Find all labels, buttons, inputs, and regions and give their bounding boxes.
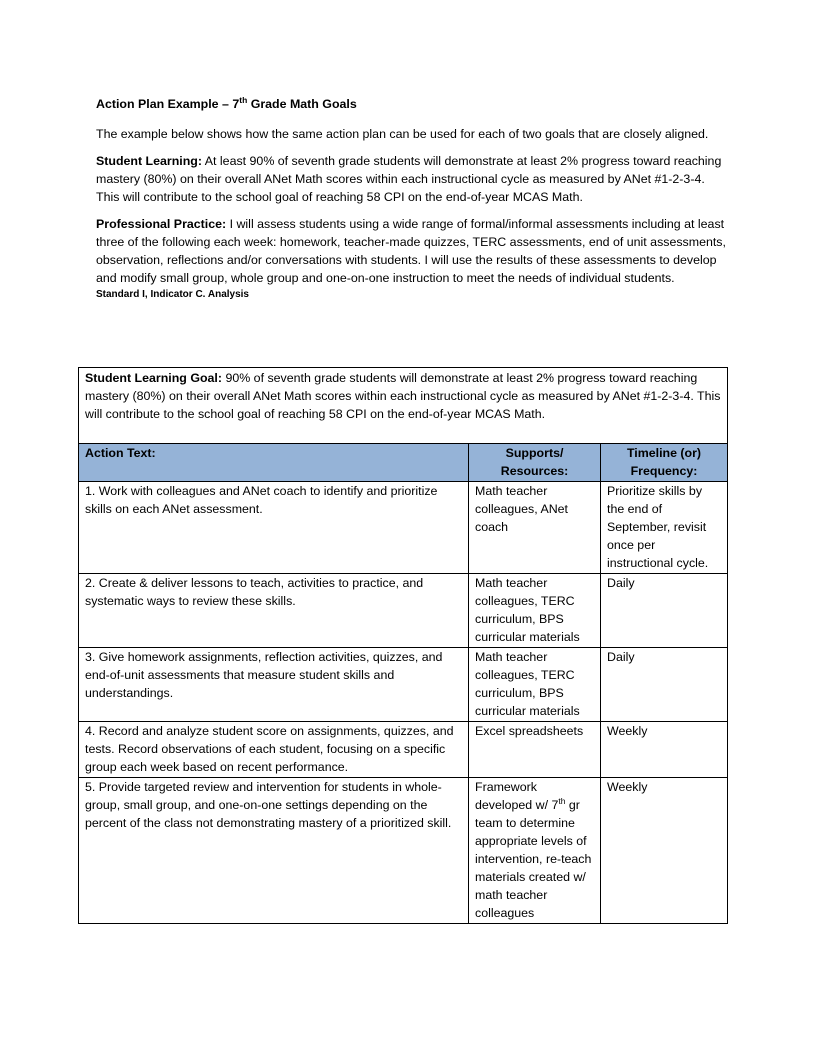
document-body xyxy=(96,93,726,301)
supports-suffix: gr team to determine appropriate levels of intervention, re-teach materials created w/ math teacher colleagues xyxy=(475,798,592,920)
goal-cell xyxy=(79,368,728,444)
table-row xyxy=(79,574,728,648)
header-timeline: Timeline (or) Frequency: xyxy=(601,444,728,482)
goal-text: 90% of seventh grade students will demonstrate at least 2% progress toward reaching mastery (80%) on their overall ANet Math scores within each instructional cycle as measured by ANet #1-2-3-4. This will contribute to the school goal of reaching 58 CPI on the end-of-year MCAS Math. xyxy=(85,371,721,421)
title-superscript: th xyxy=(239,94,248,105)
table-row xyxy=(79,482,728,574)
goal-row xyxy=(79,368,728,444)
student-learning-paragraph xyxy=(96,152,726,206)
professional-practice-label: Professional Practice: xyxy=(96,217,227,231)
professional-practice-text: I will assess students using a wide range of formal/informal assessments including at least three of the following each week: homework, teacher-made quizzes, TERC assessments, end of unit assessments, observation, reflections and/or conversations with students. I will use the results of these assessments to develop and modify small group, whole group and one-on-one instruction to meet the needs of individual students. xyxy=(96,217,726,285)
timeline-cell: Weekly xyxy=(601,722,728,778)
supports-superscript: th xyxy=(558,795,566,806)
action-plan-table xyxy=(78,367,728,924)
table-row xyxy=(79,648,728,722)
supports-prefix: Framework developed w/ 7 xyxy=(475,780,559,812)
student-learning-label: Student Learning: xyxy=(96,154,203,168)
action-cell: 2. Create & deliver lessons to teach, activities to practice, and systematic ways to review these skills. xyxy=(79,574,469,648)
action-cell: 5. Provide targeted review and intervention for students in whole-group, small group, and one-on-one settings depending on the percent of the class not demonstrating mastery of a prioritized skill. xyxy=(79,778,469,924)
intro-paragraph: The example below shows how the same action plan can be used for each of two goals that are closely aligned. xyxy=(96,127,709,141)
goal-label: Student Learning Goal: xyxy=(85,371,222,385)
table-header-row xyxy=(79,444,728,482)
supports-cell: Math teacher colleagues, ANet coach xyxy=(469,482,601,574)
supports-cell: Math teacher colleagues, TERC curriculum, BPS curricular materials xyxy=(469,648,601,722)
title-suffix: Grade Math Goals xyxy=(247,97,357,111)
student-learning-text: At least 90% of seventh grade students will demonstrate at least 2% progress toward reaching mastery (80%) on their overall ANet Math scores within each instructional cycle as measured by ANet #1-2-3-4. This will contribute to the school goal of reaching 58 CPI on the end-of-year MCAS Math. xyxy=(96,154,722,204)
supports-cell xyxy=(469,778,601,924)
professional-practice-paragraph xyxy=(96,215,726,287)
standard-indicator: Standard I, Indicator C. Analysis xyxy=(96,289,249,300)
timeline-cell: Weekly xyxy=(601,778,728,924)
timeline-cell: Daily xyxy=(601,648,728,722)
header-supports: Supports/ Resources: xyxy=(469,444,601,482)
action-cell: 1. Work with colleagues and ANet coach to identify and prioritize skills on each ANet assessment. xyxy=(79,482,469,574)
action-cell: 3. Give homework assignments, reflection activities, quizzes, and end-of-unit assessments that measure student skills and understandings. xyxy=(79,648,469,722)
timeline-cell: Prioritize skills by the end of September, revisit once per instructional cycle. xyxy=(601,482,728,574)
action-cell: 4. Record and analyze student score on assignments, quizzes, and tests. Record observations of each student, focusing on a specific group each week based on recent performance. xyxy=(79,722,469,778)
title-prefix: Action Plan Example – 7 xyxy=(96,97,240,111)
supports-cell: Math teacher colleagues, TERC curriculum, BPS curricular materials xyxy=(469,574,601,648)
timeline-cell: Daily xyxy=(601,574,728,648)
supports-cell: Excel spreadsheets xyxy=(469,722,601,778)
table-row xyxy=(79,778,728,924)
header-action: Action Text: xyxy=(79,444,469,482)
table-row xyxy=(79,722,728,778)
document-title xyxy=(96,93,726,115)
